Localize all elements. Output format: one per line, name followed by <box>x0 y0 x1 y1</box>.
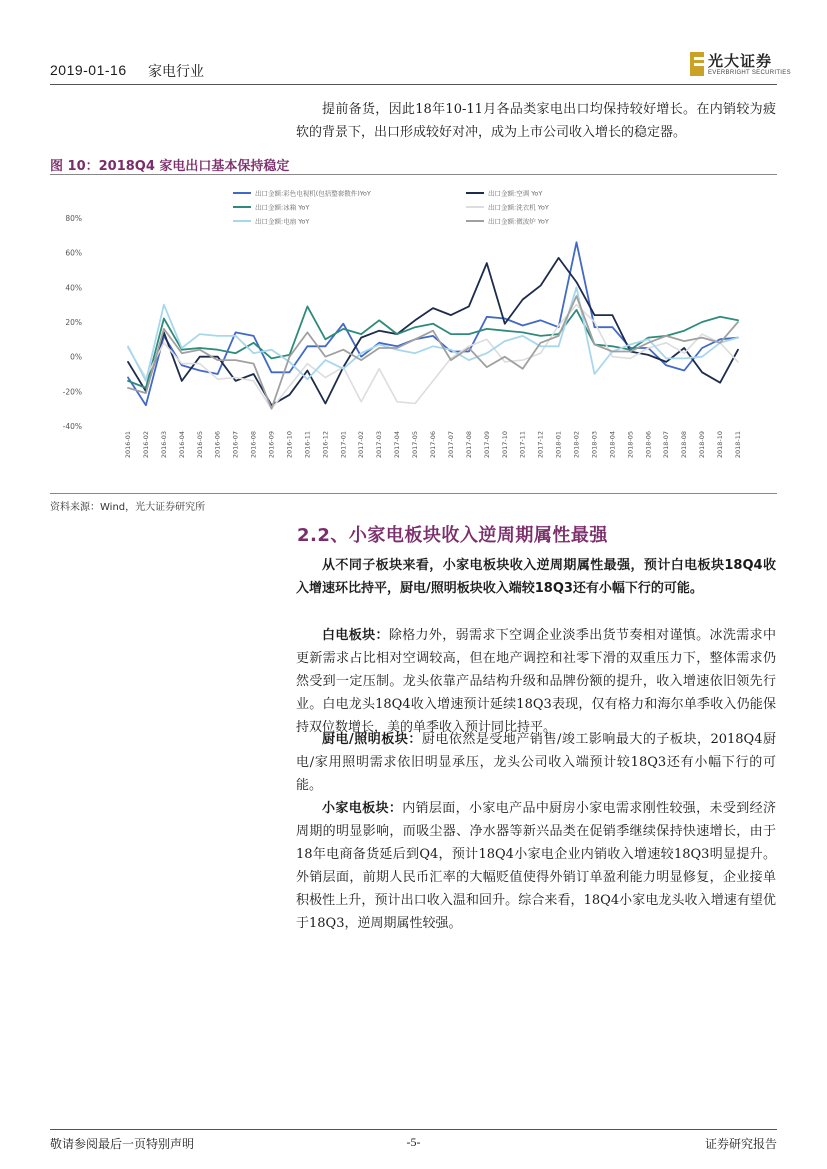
x-tick-label: 2018-06 <box>644 431 653 459</box>
x-tick-label: 2018-04 <box>608 431 617 459</box>
legend-label: 出口金额:洗衣机 YoY <box>488 203 549 212</box>
paragraph-text: 除格力外，弱需求下空调企业淡季出货节奏相对谨慎。冰洗需求中更新需求占比相对空调较高，但在地产调控和社零下滑的双重压力下，整体需求仍然受到一定压制。龙头依靠产品结构升级和品牌份额的提升，收入增速依旧领先行业。白电龙头18Q4收入增速预计延续18Q3表现，仅有格力和海尔单季收入仍能保持双位数增长，美的单季收入预计同比持平。 <box>296 628 776 735</box>
paragraph-label: 白电板块： <box>322 628 389 643</box>
x-tick-label: 2018-01 <box>554 431 563 459</box>
x-tick-label: 2018-11 <box>734 431 742 459</box>
logo-english-name: EVERBRIGHT SECURITIES <box>708 70 791 76</box>
legend-label: 出口金额:微波炉 YoY <box>488 217 549 226</box>
y-tick-label: 60% <box>65 248 82 258</box>
x-tick-label: 2017-01 <box>339 431 348 459</box>
y-tick-label: 80% <box>65 214 82 223</box>
x-tick-label: 2017-09 <box>482 431 491 459</box>
series-line <box>128 305 738 409</box>
x-tick-label: 2016-03 <box>159 431 168 459</box>
paragraph-white-goods <box>296 624 776 739</box>
x-tick-label: 2016-06 <box>213 431 222 459</box>
x-tick-label: 2017-11 <box>518 431 527 459</box>
paragraph-label: 厨电/照明板块： <box>322 732 422 747</box>
header-divider <box>50 84 777 85</box>
paragraph-text: 内销层面，小家电产品中厨房小家电需求刚性较强，未受到经济周期的明显影响，而吸尘器、净水器等新兴品类在促销季继续保持快速增长，由于18年电商备货延后到Q4，预计18Q4小家电企业内销收入增速较18Q3明显提升。外销层面，前期人民币汇率的大幅贬值使得外销订单盈利能力明显修复，企业接单积极性上升，预计出口收入温和回升。综合来看，18Q4小家电龙头收入增速有望优于18Q3，逆周期属性较强。 <box>296 801 776 931</box>
industry-label: 家电行业 <box>148 64 204 80</box>
paragraph-small-appliances <box>296 797 776 935</box>
y-axis <box>63 214 82 431</box>
logo-mark-icon <box>690 52 704 76</box>
section-title: 2.2、小家电板块收入逆周期属性最强 <box>297 525 608 546</box>
company-logo <box>690 50 791 82</box>
y-tick-label: -40% <box>62 422 82 431</box>
legend-label: 出口金额:电扇 YoY <box>255 217 310 226</box>
x-tick-label: 2018-09 <box>698 431 707 459</box>
legend-label: 出口金额:彩色电视机(包括整套散件)YoY <box>255 189 371 198</box>
x-tick-label: 2017-03 <box>375 431 384 459</box>
series-lines <box>128 242 738 408</box>
page-number: -5- <box>406 1135 421 1149</box>
section-summary: 从不同子板块来看，小家电板块收入逆周期属性最强，预计白电板块18Q4收入增速环比持平，厨电/照明板块收入端较18Q3还有小幅下行的可能。 <box>296 558 776 596</box>
x-tick-label: 2018-10 <box>716 431 725 459</box>
x-tick-label: 2018-05 <box>626 431 635 459</box>
x-tick-label: 2017-08 <box>464 431 473 459</box>
x-tick-label: 2016-07 <box>231 431 240 459</box>
logo-chinese-name: 光大证券 <box>708 52 773 70</box>
x-tick-label: 2018-08 <box>680 431 689 459</box>
legend-label: 出口金额:冰箱 YoY <box>255 203 310 212</box>
x-tick-label: 2016-11 <box>303 431 312 459</box>
x-tick-label: 2017-05 <box>411 431 420 459</box>
x-tick-label: 2018-07 <box>662 431 671 459</box>
export-yoy-line-chart <box>50 176 777 491</box>
x-tick-label: 2017-12 <box>536 431 545 459</box>
series-line <box>128 296 738 409</box>
figure-title: 图 10：2018Q4 家电出口基本保持稳定 <box>50 159 290 174</box>
y-tick-label: 40% <box>65 283 82 293</box>
x-tick-label: 2016-12 <box>321 431 330 459</box>
figure-source: 资料来源：Wind，光大证券研究所 <box>50 502 206 513</box>
legend-label: 出口金额:空调 YoY <box>488 189 543 198</box>
x-axis <box>124 431 742 458</box>
x-tick-label: 2016-10 <box>285 431 294 459</box>
intro-paragraph: 提前备货，因此18年10-11月各品类家电出口均保持较好增长。在内销较为疲软的背景下，出口形成较好对冲，成为上市公司收入增长的稳定器。 <box>296 102 776 140</box>
y-tick-label: 20% <box>65 318 82 327</box>
x-tick-label: 2016-08 <box>249 431 258 459</box>
x-tick-label: 2016-01 <box>124 431 132 459</box>
x-tick-label: 2017-06 <box>429 431 437 459</box>
x-tick-label: 2016-05 <box>195 431 204 459</box>
series-line <box>128 287 738 381</box>
footer-disclaimer: 敬请参阅最后一页特别声明 <box>50 1137 195 1151</box>
chart-legend <box>233 189 549 226</box>
footer-divider <box>50 1129 777 1130</box>
footer-report-type: 证券研究报告 <box>704 1137 777 1151</box>
x-tick-label: 2017-02 <box>357 431 366 459</box>
x-tick-label: 2017-10 <box>500 431 509 459</box>
paragraph-text: 厨电依然是受地产销售/竣工影响最大的子板块，2018Q4厨电/家用照明需求依旧明显承压，龙头公司收入端预计较18Q3还有小幅下行的可能。 <box>296 732 776 793</box>
figure-bottom-rule <box>50 493 777 494</box>
report-date: 2019-01-16 <box>50 62 127 78</box>
y-tick-label: -20% <box>62 387 82 397</box>
x-tick-label: 2016-09 <box>267 431 276 459</box>
x-tick-label: 2017-07 <box>446 431 455 459</box>
paragraph-kitchen-lighting <box>296 728 776 797</box>
paragraph-label: 小家电板块： <box>322 801 403 816</box>
x-tick-label: 2017-04 <box>393 431 402 459</box>
y-tick-label: 0% <box>70 352 82 362</box>
x-tick-label: 2018-03 <box>590 431 599 459</box>
figure-top-rule <box>50 174 777 175</box>
x-tick-label: 2016-04 <box>177 431 186 459</box>
x-tick-label: 2016-02 <box>141 431 150 459</box>
x-tick-label: 2018-02 <box>572 431 581 459</box>
